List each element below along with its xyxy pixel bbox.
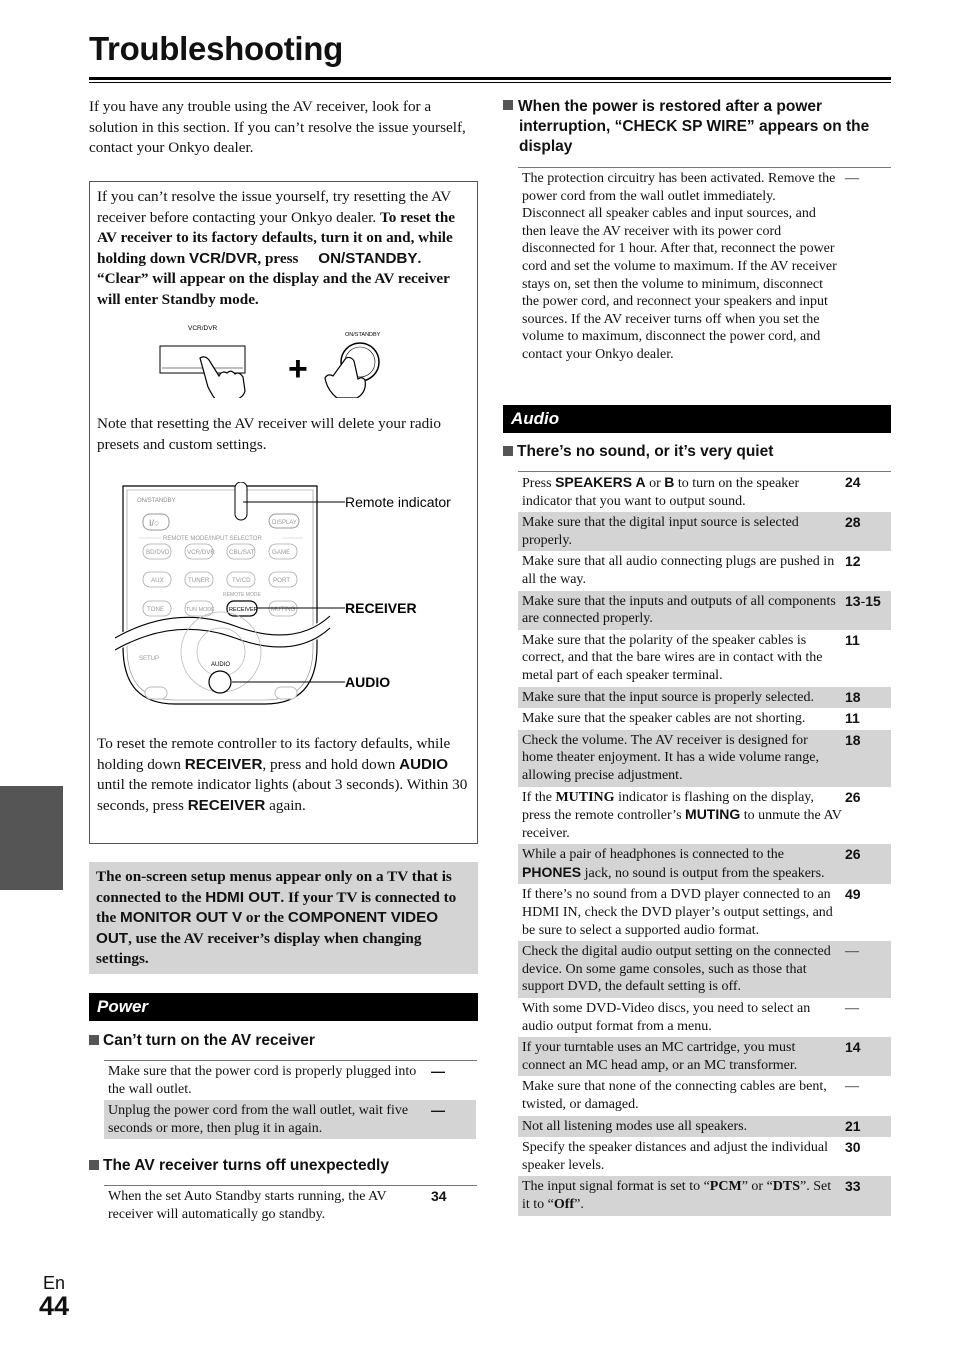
svg-text:CBL/SAT: CBL/SAT xyxy=(229,549,255,556)
page-language: En xyxy=(43,1273,66,1293)
callout-remote-indicator: Remote indicator xyxy=(345,494,451,510)
svg-text:BD/DVD: BD/DVD xyxy=(146,549,170,556)
table-row: Press SPEAKERS A or B to turn on the speaker indicator that you want to output sound. 24 xyxy=(522,474,861,509)
remote-indicator-led xyxy=(235,482,247,520)
table-row: The protection circuitry has been activated. Remove the power cord from the wall outlet immediately. Disconnect all speaker cables and input sources, and then leave the AV receiver with its power cord disconnected for 1 hour. After that, reconnect the power cord and set the volume to maximum. If the AV receiver stays on, set then the volume to minimum, disconnect the power cord, and reconnect your speakers and input sources. If the AV receiver turns off when you set the volume to maximum, disconnect the power cord, and contact your Onkyo dealer. — xyxy=(522,171,859,362)
table-row: If there’s no sound from a DVD player connected to an HDMI IN, check the DVD player’s output settings, and be sure to select a supported audio format. 49 xyxy=(522,886,861,938)
audio-table xyxy=(518,472,891,1216)
fig-vcr-label: VCR/DVR xyxy=(188,325,218,332)
svg-text:VCR/DVR: VCR/DVR xyxy=(187,549,215,556)
table-row: Make sure that all audio connecting plugs are pushed in all the way. 12 xyxy=(522,553,861,587)
table-row: Not all listening modes use all speakers. 21 xyxy=(518,1116,891,1138)
reset-remote-paragraph: To reset the remote controller to its factory defaults, while holding down RECEIVER, press and hold down AUDIO until the remote indicator lights (about 3 seconds). Within 30 seconds, press RECEIVER again. xyxy=(97,735,468,814)
svg-text:MUTING: MUTING xyxy=(271,606,296,613)
svg-text:TONE: TONE xyxy=(147,606,165,613)
svg-text:TV/CD: TV/CD xyxy=(232,577,251,584)
reset-button-illustration xyxy=(150,318,390,398)
table-row: Check the digital audio output setting on the connected device. On some game consoles, such as those that support DVD, the default setting is off. — xyxy=(518,941,891,998)
title-rule-thin xyxy=(89,82,891,83)
power-table-1 xyxy=(104,1061,476,1139)
table-row: If the MUTING indicator is flashing on the display, press the remote controller’s MUTING to unmute the AV receiver. 26 xyxy=(522,788,861,841)
power-sub-cant-turn-on: Can’t turn on the AV receiver xyxy=(89,1031,478,1051)
callout-audio: AUDIO xyxy=(345,674,391,690)
table-row: Make sure that the inputs and outputs of all components are connected properly. 13-15 xyxy=(518,591,891,630)
svg-text:DISPLAY: DISPLAY xyxy=(272,520,297,526)
page-title: Troubleshooting xyxy=(89,30,343,67)
fig-onstandby-label: ON/STANDBY xyxy=(345,332,381,338)
remote-audio-button xyxy=(209,671,231,693)
table-row: Make sure that the power cord is properly plugged into the wall outlet. — xyxy=(108,1063,445,1097)
audio-section-heading: Audio xyxy=(503,405,891,433)
reset-instructions-box xyxy=(89,181,478,844)
callout-receiver: RECEIVER xyxy=(345,600,417,616)
reset-receiver-paragraph: If you can’t resolve the issue yourself, try resetting the AV receiver before contacting your Onkyo dealer. To reset the AV receiver to its factory defaults, turn it on and, while holding down VCR/DVR, press ON/STANDBY. “Clear” will appear on the display and the AV receiver will enter Standby mode. xyxy=(97,188,456,308)
chapter-tab xyxy=(0,786,63,890)
svg-text:TUN MODE: TUN MODE xyxy=(186,607,215,613)
table-row: Make sure that the speaker cables are not shorting. 11 xyxy=(522,710,860,727)
remote-controller-illustration xyxy=(115,482,475,712)
svg-text:TUNER: TUNER xyxy=(188,577,210,584)
svg-text:ON/STANDBY: ON/STANDBY xyxy=(137,498,176,504)
table-row: If your turntable uses an MC cartridge, you must connect an MC head amp, or an MC transformer. 14 xyxy=(518,1037,891,1076)
audio-sub-no-sound: There’s no sound, or it’s very quiet xyxy=(503,442,893,462)
restore-sub-heading: When the power is restored after a power interruption, “CHECK SP WIRE” appears on the display xyxy=(503,97,895,157)
page-number: 44 xyxy=(39,1291,70,1321)
table-row: While a pair of headphones is connected to the PHONES jack, no sound is output from the speakers. 26 xyxy=(518,844,891,884)
power-table-2 xyxy=(104,1186,476,1225)
svg-text:GAME: GAME xyxy=(272,549,291,556)
table-row: The input signal format is set to “PCM” or “DTS”. Set it to “Off”. 33 xyxy=(518,1176,891,1215)
table-row: With some DVD-Video discs, you need to select an audio output format from a menu. — xyxy=(522,1001,859,1034)
power-icon: I/○ xyxy=(149,518,160,528)
reset-note-paragraph: Note that resetting the AV receiver will delete your radio presets and custom settings. xyxy=(97,415,442,453)
restore-table xyxy=(518,168,890,366)
svg-text:REMOTE MODE/INPUT SELECTOR: REMOTE MODE/INPUT SELECTOR xyxy=(163,536,262,542)
power-section-heading: Power xyxy=(89,993,478,1021)
square-bullet-icon xyxy=(503,446,513,456)
table-row: Make sure that none of the connecting cables are bent, twisted, or damaged. — xyxy=(522,1079,859,1112)
table-row: Make sure that the digital input source is selected properly. 28 xyxy=(518,512,891,551)
table-row: Make sure that the polarity of the speaker cables is correct, and that the bare wires are in contact with the metal part of each speaker terminal. 11 xyxy=(522,631,860,683)
table-row: Check the volume. The AV receiver is designed for home theater enjoyment. It has a wide volume range, allowing precise adjustment. 18 xyxy=(518,730,891,787)
plus-icon: + xyxy=(288,350,308,388)
svg-text:REMOTE MODE: REMOTE MODE xyxy=(223,592,261,598)
rewind-icon xyxy=(145,687,167,699)
svg-text:SETUP: SETUP xyxy=(139,656,160,662)
table-row: Specify the speaker distances and adjust the individual speaker levels. 30 xyxy=(522,1139,861,1173)
svg-text:AUX: AUX xyxy=(151,577,164,584)
fast-forward-icon xyxy=(275,687,297,699)
title-rule xyxy=(89,77,891,80)
svg-text:RECEIVER: RECEIVER xyxy=(229,607,258,613)
square-bullet-icon xyxy=(89,1035,99,1045)
intro-paragraph: If you have any trouble using the AV receiver, look for a solution in this section. If you can’t resolve the issue yourself, contact your Onkyo dealer. xyxy=(89,98,466,156)
svg-text:PORT: PORT xyxy=(273,577,291,584)
table-row: When the set Auto Standby starts running, the AV receiver will automatically go standby. 34 xyxy=(108,1188,447,1222)
table-row: Make sure that the input source is properly selected. 18 xyxy=(518,687,891,709)
square-bullet-icon xyxy=(89,1160,99,1170)
svg-text:AUDIO: AUDIO xyxy=(211,662,231,668)
table-row: Unplug the power cord from the wall outlet, wait five seconds or more, then plug it in again. — xyxy=(104,1100,476,1139)
power-sub-turns-off: The AV receiver turns off unexpectedly xyxy=(89,1156,478,1176)
square-bullet-icon xyxy=(503,100,513,110)
hdmi-note-box: The on-screen setup menus appear only on a TV that is connected to the HDMI OUT. If your TV is connected to the MONITOR OUT V or the COMPONENT VIDEO OUT, use the AV receiver’s display when changing settings. xyxy=(89,862,478,974)
